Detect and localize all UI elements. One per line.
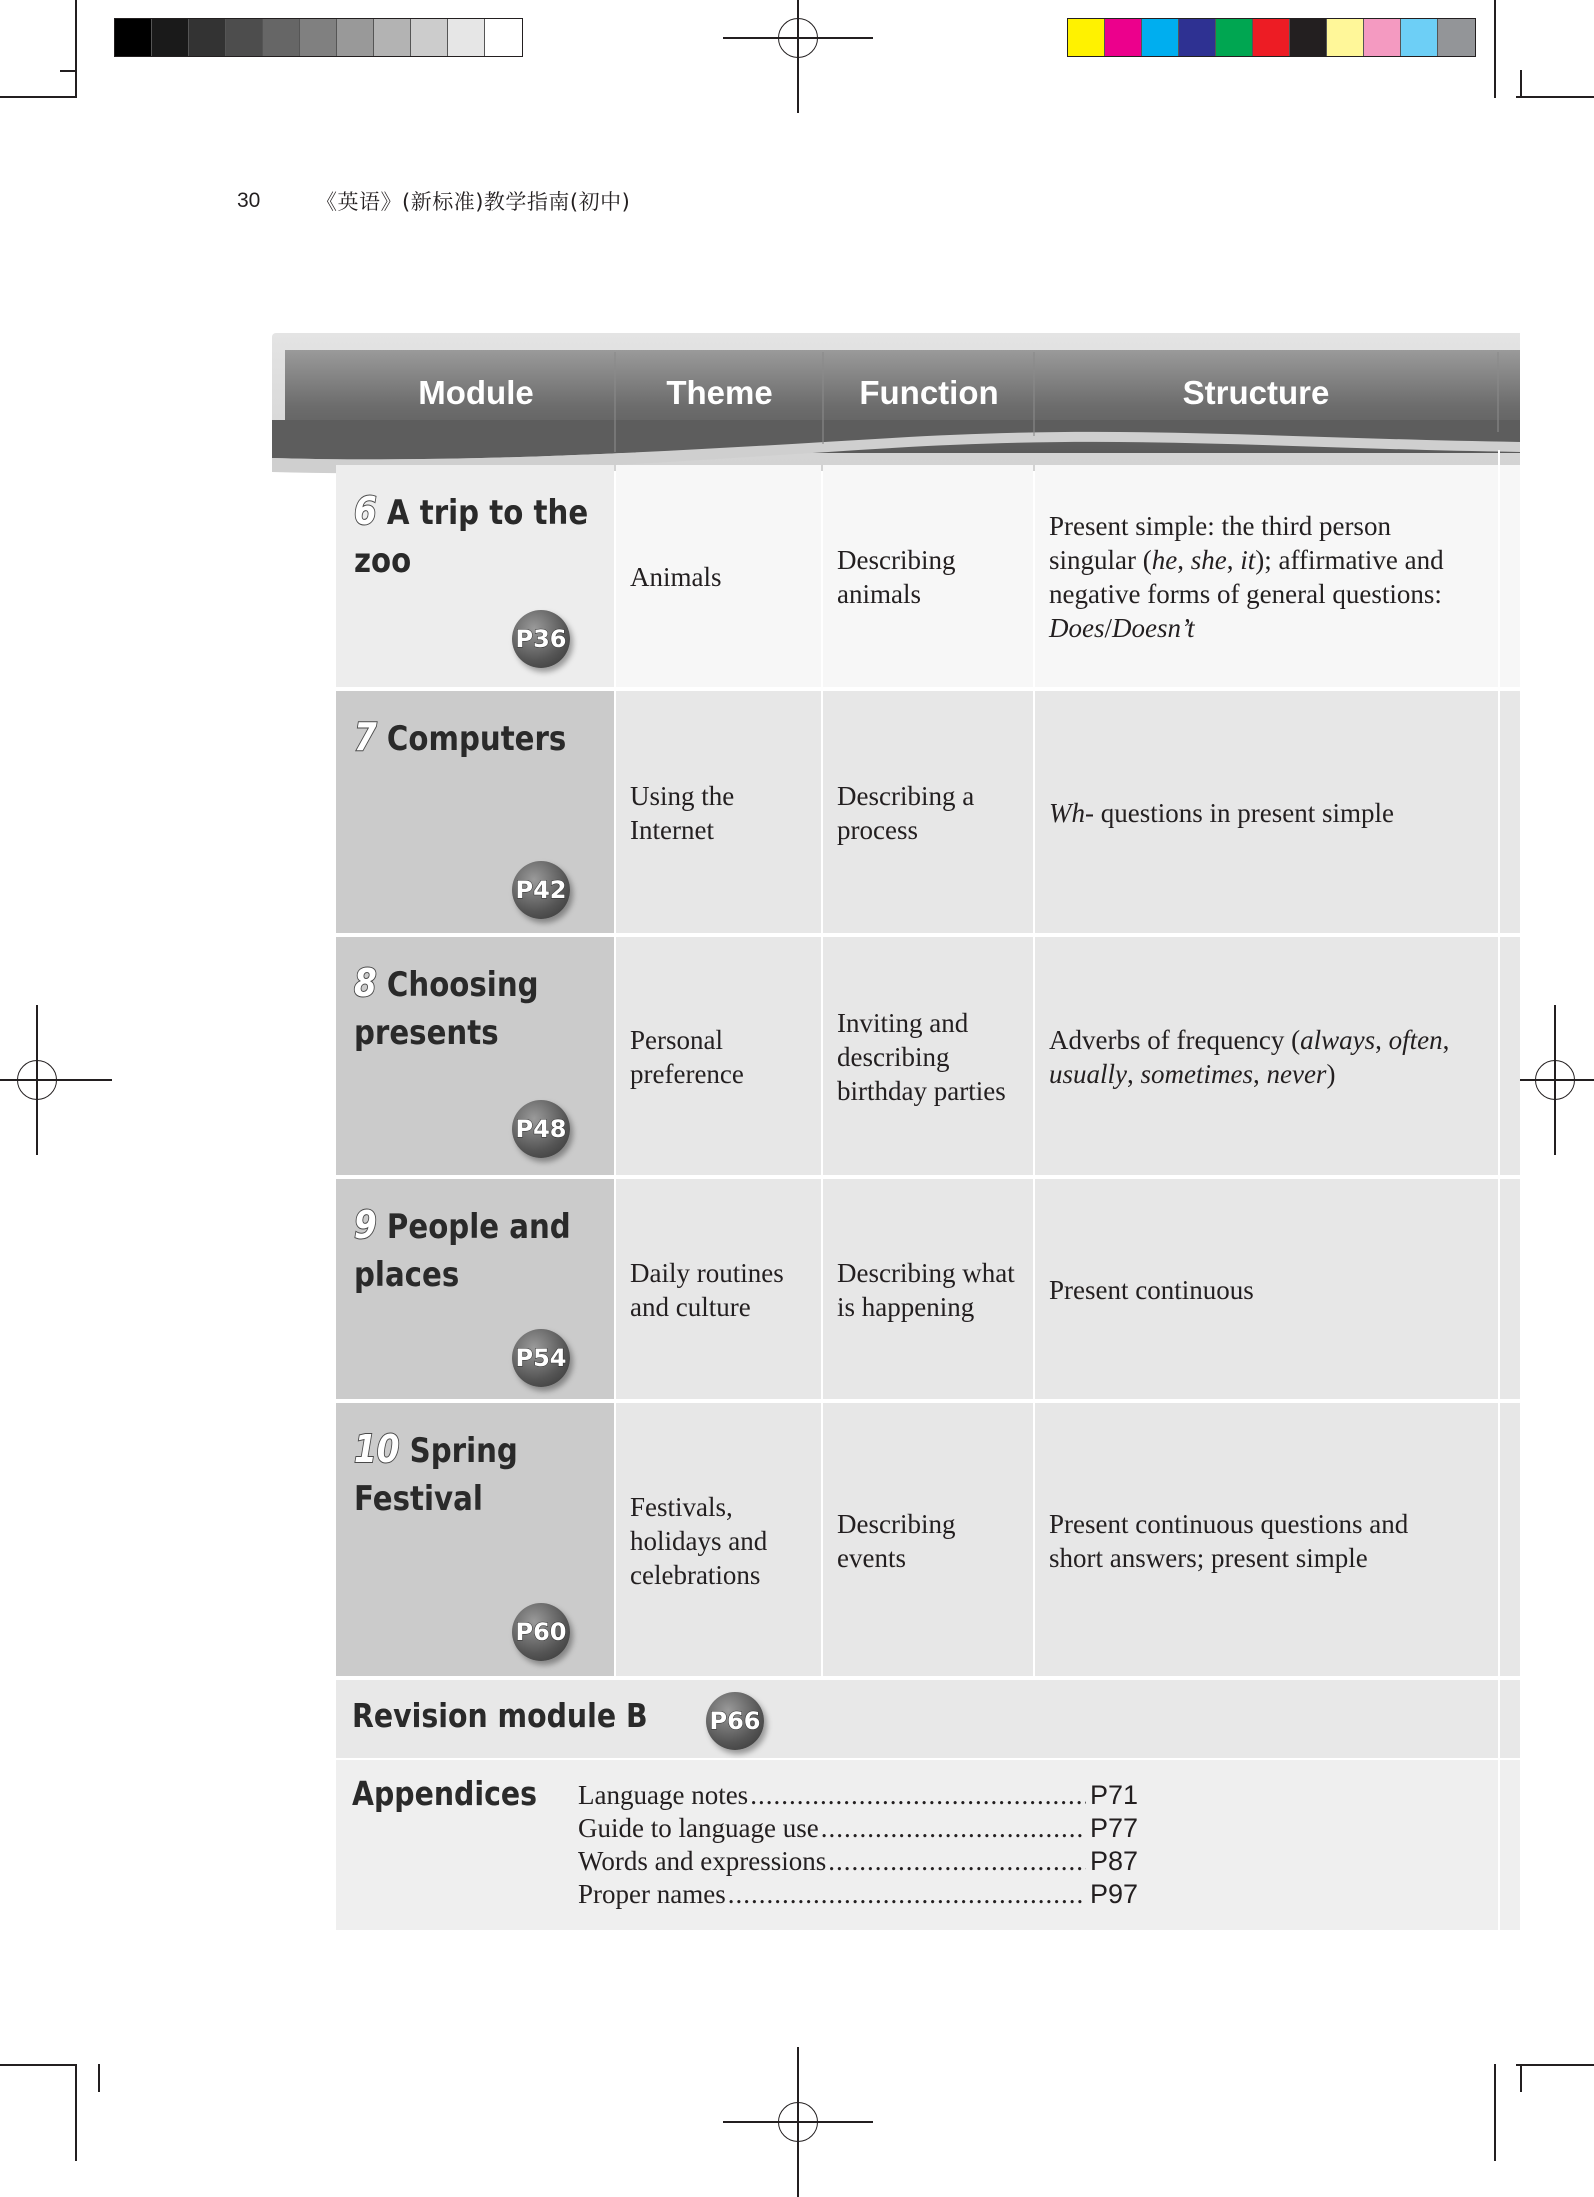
function-cell [823, 937, 1033, 1177]
structure-text: Present continuous [1049, 1275, 1254, 1305]
function-cell [823, 691, 1033, 935]
module-title-text: A trip to the zoo [354, 493, 589, 581]
registration-mark-left [0, 1005, 112, 1155]
appendix-item [578, 1780, 1138, 1813]
registration-mark-top [723, 0, 873, 113]
module-row [336, 691, 1520, 935]
column-header-function: Function [859, 374, 999, 411]
theme-text: Daily routines and culture [630, 1258, 784, 1322]
color-swatch [337, 19, 374, 56]
color-swatch [1179, 19, 1216, 56]
module-title [354, 1201, 612, 1299]
color-swatch [374, 19, 411, 56]
header-divider [1033, 352, 1035, 436]
module-row [336, 1179, 1520, 1401]
dot-leader [828, 1846, 1086, 1877]
module-number: 10 [354, 1427, 400, 1471]
module-cell [336, 1403, 614, 1678]
appendix-item [578, 1813, 1138, 1846]
module-row [336, 1403, 1520, 1678]
structure-cell [1035, 465, 1520, 689]
module-row [336, 465, 1520, 689]
structure-cell [1035, 1403, 1520, 1678]
module-title [354, 959, 612, 1057]
theme-text: Using the Internet [630, 781, 735, 845]
appendix-item [578, 1846, 1138, 1879]
appendices-row [336, 1760, 1520, 1930]
appendix-label: Language notes [578, 1780, 749, 1810]
module-title [354, 1425, 612, 1523]
right-column-edge [1498, 450, 1500, 1930]
theme-cell [616, 465, 821, 689]
running-title: 《英语》(新标准)教学指南(初中) [316, 190, 631, 214]
module-title [354, 713, 612, 763]
color-swatch [1142, 19, 1179, 56]
theme-cell [616, 1179, 821, 1401]
appendix-label: Words and expressions [578, 1846, 827, 1876]
function-text: Describing events [837, 1508, 956, 1573]
module-cell [336, 937, 614, 1177]
structure-text: Present continuous questions and short answers; present simple [1049, 1508, 1409, 1573]
page-badge: P54 [512, 1329, 570, 1387]
row-separator [336, 687, 1520, 689]
color-swatch [226, 19, 263, 56]
module-number: 6 [354, 489, 377, 533]
column-header-theme: Theme [666, 374, 773, 411]
column-header-module: Module [418, 374, 534, 411]
module-title-text: People and places [354, 1207, 571, 1295]
row-separator [336, 1399, 1520, 1401]
color-swatch [189, 19, 226, 56]
color-swatch [1253, 19, 1290, 56]
appendix-page: P77 [1089, 1813, 1138, 1843]
page-badge: P42 [512, 861, 570, 919]
module-number: 9 [354, 1203, 377, 1247]
process-color-bar [1067, 18, 1476, 57]
structure-cell [1035, 937, 1520, 1177]
module-title-text: Computers [386, 719, 567, 759]
theme-cell [616, 937, 821, 1177]
color-swatch [1290, 19, 1327, 56]
page-badge: P66 [706, 1692, 764, 1750]
module-title-text: Spring Festival [354, 1431, 518, 1519]
module-cell [336, 1179, 614, 1401]
revision-title: Revision module B [352, 1696, 648, 1735]
row-separator [336, 1676, 1520, 1678]
color-swatch [152, 19, 189, 56]
theme-cell [616, 1403, 821, 1678]
appendices-title: Appendices [352, 1774, 538, 1813]
color-swatch [263, 19, 300, 56]
module-number: 8 [354, 961, 377, 1005]
appendix-item [578, 1879, 1138, 1912]
header-divider [1497, 352, 1499, 432]
color-swatch [448, 19, 485, 56]
color-swatch [485, 19, 522, 56]
appendix-label: Proper names [578, 1879, 726, 1909]
header-divider [614, 352, 616, 452]
dot-leader [750, 1780, 1086, 1811]
appendix-label: Guide to language use [578, 1813, 819, 1843]
structure-text: Adverbs of frequency (always, often, usually, sometimes, never) [1049, 1025, 1450, 1089]
color-swatch [1364, 19, 1401, 56]
color-swatch [1401, 19, 1438, 56]
color-swatch [411, 19, 448, 56]
function-text: Inviting and describing birthday parties [837, 1008, 1006, 1106]
module-number: 7 [354, 715, 377, 759]
row-separator [336, 1175, 1520, 1177]
grayscale-color-bar [114, 18, 523, 57]
theme-text: Personal preference [630, 1025, 744, 1089]
dot-leader [821, 1813, 1086, 1844]
color-swatch [1068, 19, 1105, 56]
function-cell [823, 1179, 1033, 1401]
column-header-structure: Structure [1182, 374, 1330, 411]
appendix-page: P97 [1089, 1879, 1138, 1909]
function-text: Describing a process [837, 781, 975, 845]
appendix-page: P71 [1089, 1780, 1138, 1810]
structure-cell [1035, 691, 1520, 935]
color-swatch [300, 19, 337, 56]
page-badge: P36 [512, 610, 570, 668]
color-swatch [1105, 19, 1142, 56]
row-separator [336, 933, 1520, 935]
module-title [354, 487, 612, 585]
registration-mark-bottom [723, 2047, 873, 2197]
function-text: Describing what is happening [837, 1258, 1015, 1322]
module-cell [336, 691, 614, 935]
theme-text: Festivals, holidays and celebrations [630, 1491, 768, 1590]
dot-leader [728, 1879, 1086, 1910]
function-text: Describing animals [837, 545, 956, 609]
color-swatch [1327, 19, 1364, 56]
structure-text: Wh- questions in present simple [1049, 798, 1394, 828]
color-swatch [1438, 19, 1475, 56]
page-badge: P48 [512, 1100, 570, 1158]
appendices-list [578, 1780, 1138, 1912]
structure-cell [1035, 1179, 1520, 1401]
appendix-page: P87 [1089, 1846, 1138, 1876]
color-swatch [115, 19, 152, 56]
function-cell [823, 465, 1033, 689]
module-row [336, 937, 1520, 1177]
color-swatch [1216, 19, 1253, 56]
module-cell [336, 465, 614, 689]
revision-row [336, 1680, 1520, 1758]
theme-text: Animals [630, 562, 722, 592]
page-number: 30 [237, 189, 261, 212]
page-badge: P60 [512, 1603, 570, 1661]
function-cell [823, 1403, 1033, 1678]
structure-text: Present simple: the third person singular (he, she, it); affirmative and negative forms of general questions: Does/Doesn’t [1049, 511, 1444, 643]
theme-cell [616, 691, 821, 935]
module-title-text: Choosing presents [354, 965, 539, 1053]
header-divider [822, 352, 824, 444]
